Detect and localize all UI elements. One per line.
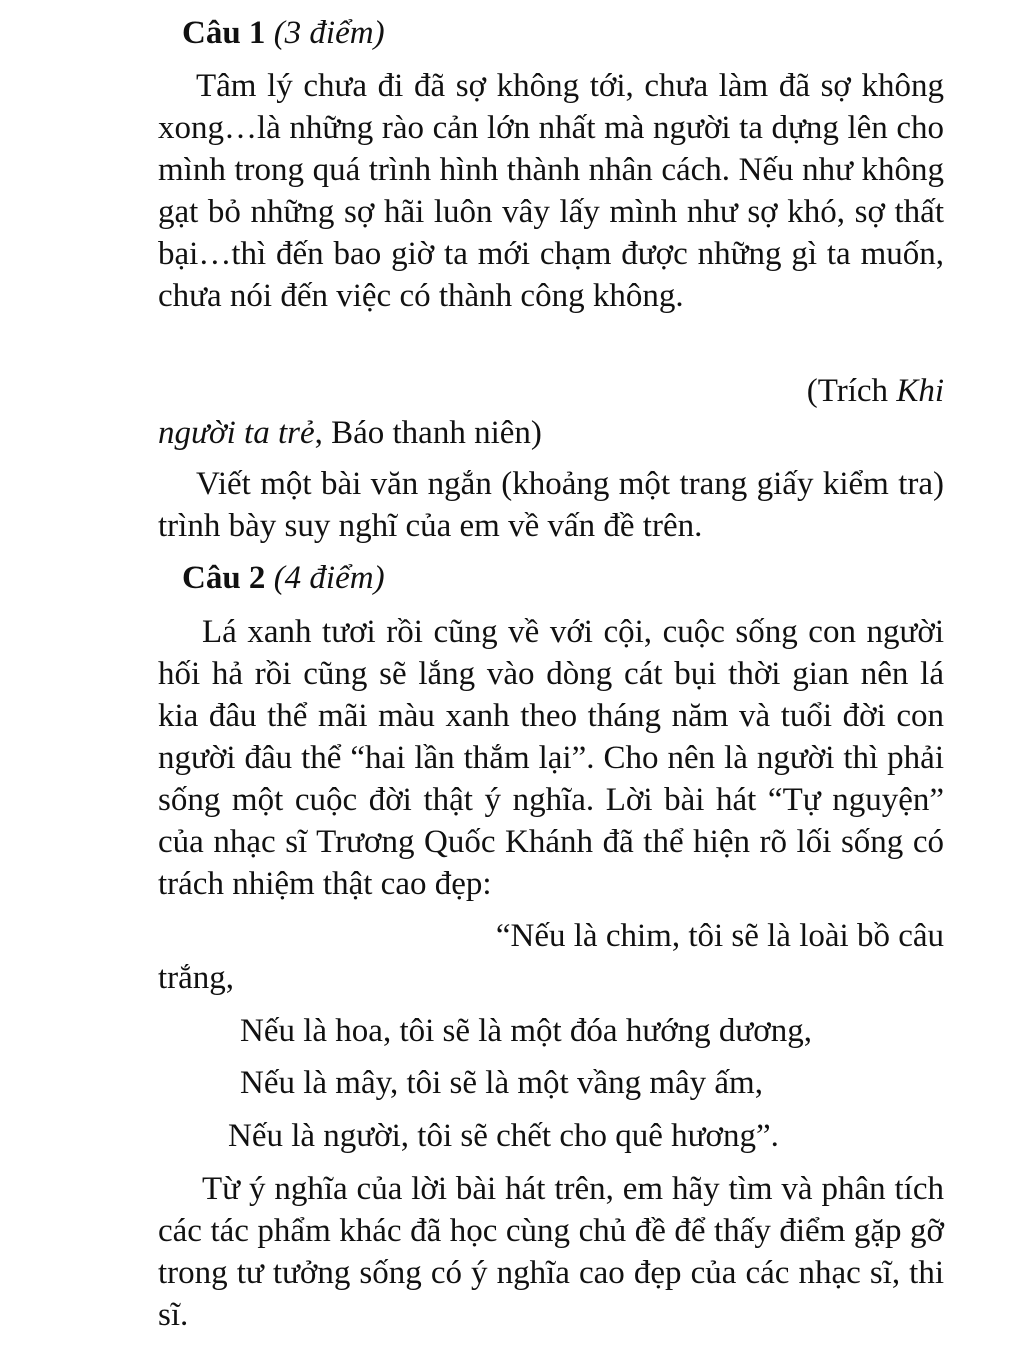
source-title-part1: Khi xyxy=(896,373,944,409)
question1-task: Viết một bài văn ngắn (khoảng một trang giấy kiểm tra) trình bày suy nghĩ của em về vấn đề trên. xyxy=(158,466,944,544)
question1-source-line1 xyxy=(158,370,944,412)
poem-line4: Nếu là người, tôi sẽ chết cho quê hương”. xyxy=(228,1118,779,1154)
poem-line3: Nếu là mây, tôi sẽ là một vầng mây ấm, xyxy=(240,1065,763,1101)
source-title-part2: người ta trẻ xyxy=(158,415,315,451)
source-suffix: , Báo thanh niên) xyxy=(314,415,542,451)
question1-source-line2 xyxy=(158,412,944,454)
question1-heading xyxy=(182,12,385,54)
question2-passage: Lá xanh tươi rồi cũng về với cội, cuộc sống con người hối hả rồi cũng sẽ lắng vào dòng cát bụi thời gian nên lá kia đâu thể mãi màu xanh theo tháng năm và tuổi đời con người đâu thể “hai lần thắm lại”. Cho nên là người thì phải sống một cuộc đời thật ý nghĩa. Lời bài hát “Tự nguyện” của nhạc sĩ Trương Quốc Khánh đã thể hiện rõ lối sống có trách nhiệm thật cao đẹp: xyxy=(158,614,944,902)
question1-label: Câu 1 xyxy=(182,15,266,51)
question2-heading xyxy=(182,557,385,599)
question1-passage: Tâm lý chưa đi đã sợ không tới, chưa làm đã sợ không xong…là những rào cản lớn nhất mà người ta dựng lên cho mình trong quá trình hình thành nhân cách. Nếu như không gạt bỏ những sợ hãi luôn vây lấy mình như sợ khó, sợ thất bại…thì đến bao giờ ta mới chạm được những gì ta muốn, chưa nói đến việc có thành công không. xyxy=(158,68,944,314)
question2-task: Từ ý nghĩa của lời bài hát trên, em hãy tìm và phân tích các tác phẩm khác đã học cùng chủ đề để thấy điểm gặp gỡ trong tư tưởng sống có ý nghĩa cao đẹp của các nhạc sĩ, thi sĩ. xyxy=(158,1171,944,1333)
source-prefix: (Trích xyxy=(806,373,897,409)
question2-label: Câu 2 xyxy=(182,560,266,596)
poem-line2: Nếu là hoa, tôi sẽ là một đóa hướng dương, xyxy=(240,1013,812,1049)
question2-points: (4 điểm) xyxy=(273,560,385,596)
poem-line1a: “Nếu là chim, tôi sẽ là loài bồ câu xyxy=(495,918,944,954)
poem-line1b: trắng, xyxy=(158,960,235,996)
question1-points: (3 điểm) xyxy=(273,15,385,51)
